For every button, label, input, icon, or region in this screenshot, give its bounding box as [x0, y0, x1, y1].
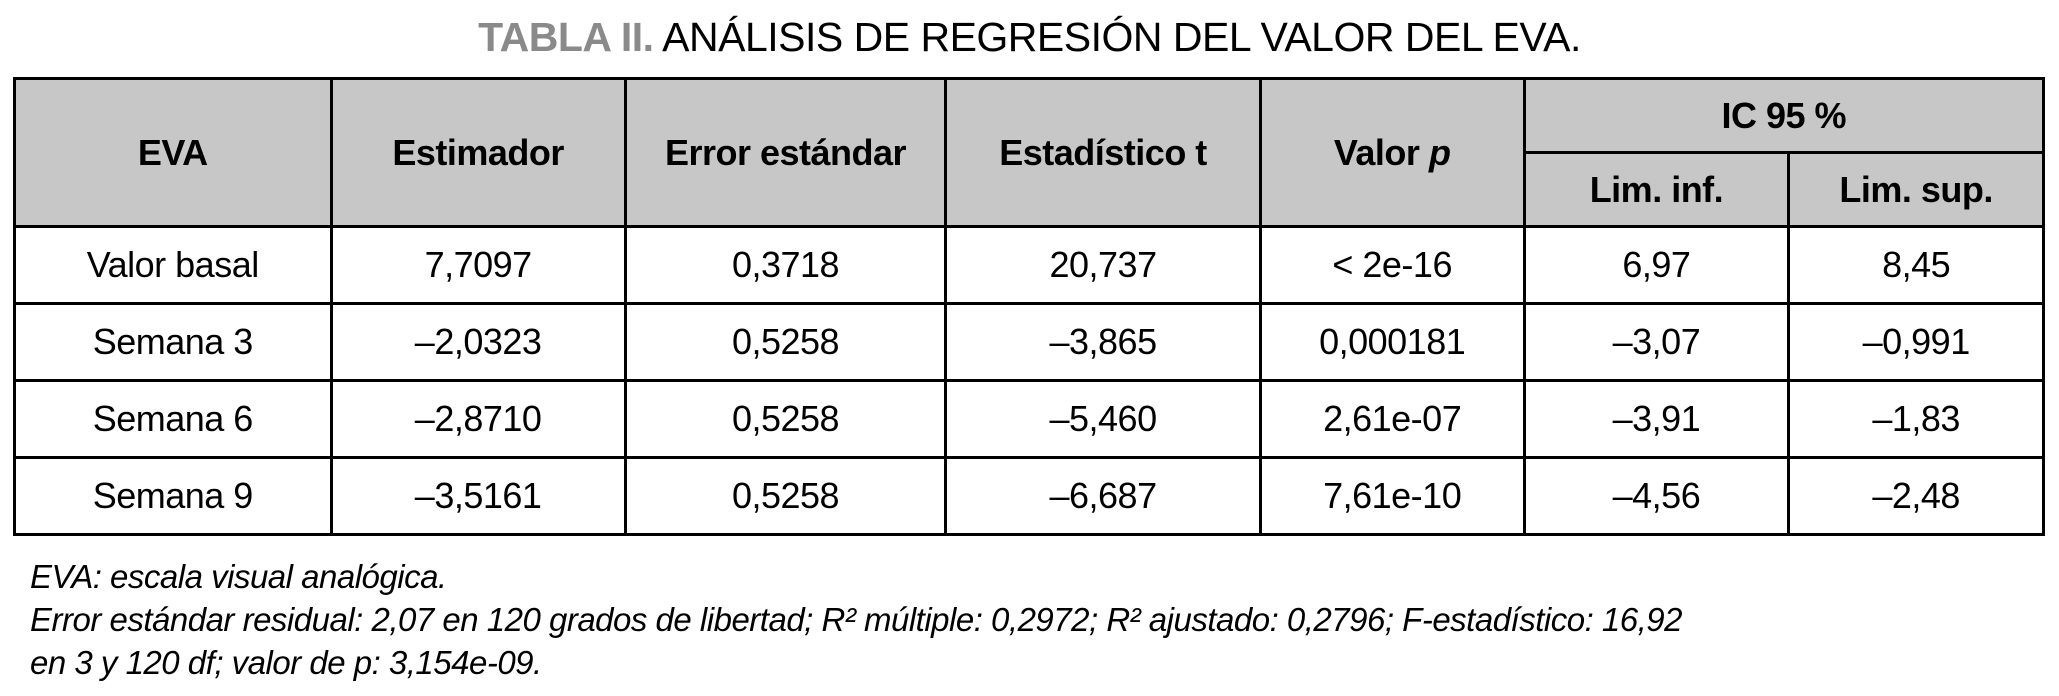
table-title-caption: ANÁLISIS DE REGRESIÓN DEL VALOR DEL EVA.: [653, 14, 1581, 60]
table-body: [15, 227, 2044, 535]
cell-lim-inf: –3,07: [1524, 304, 1789, 381]
cell-estadistico-t: –5,460: [946, 381, 1260, 458]
footnote-abbreviation: EVA: escala visual analógica.: [30, 558, 447, 595]
cell-label: Semana 3: [15, 304, 332, 381]
regression-table: [13, 77, 2045, 536]
header-row-1: [15, 79, 2044, 153]
cell-lim-sup: –2,48: [1789, 458, 2044, 535]
cell-lim-inf: 6,97: [1524, 227, 1789, 304]
column-header-estimador: Estimador: [331, 79, 625, 227]
cell-lim-sup: 8,45: [1789, 227, 2044, 304]
cell-valor-p: 0,000181: [1260, 304, 1524, 381]
cell-label: Valor basal: [15, 227, 332, 304]
cell-lim-inf: –3,91: [1524, 381, 1789, 458]
column-header-lim-sup: Lim. sup.: [1789, 153, 2044, 227]
column-header-eva: EVA: [15, 79, 332, 227]
cell-valor-p: 7,61e-10: [1260, 458, 1524, 535]
cell-label: Semana 6: [15, 381, 332, 458]
cell-label: Semana 9: [15, 458, 332, 535]
column-header-error-estandar: Error estándar: [625, 79, 946, 227]
column-header-valor-p: [1260, 79, 1524, 227]
valor-p-symbol: p: [1428, 131, 1451, 173]
table-header: [15, 79, 2044, 227]
table-title: [0, 0, 2059, 77]
column-header-estadistico-t: Estadístico t: [946, 79, 1260, 227]
table-row: [15, 227, 2044, 304]
cell-estadistico-t: –3,865: [946, 304, 1260, 381]
table-row: [15, 458, 2044, 535]
cell-estimador: –2,0323: [331, 304, 625, 381]
cell-error-estandar: 0,5258: [625, 458, 946, 535]
column-header-ic95: IC 95 %: [1524, 79, 2043, 153]
footnote-model-stats-1: Error estándar residual: 2,07 en 120 grados de libertad; R² múltiple: 0,2972; R² ajustado: 0,2796; F-estadístico: 16,92: [30, 600, 1682, 638]
table-title-label: TABLA II.: [478, 14, 654, 60]
table-row: [15, 304, 2044, 381]
footnote-model-stats-2: en 3 y 120 df; valor de p: 3,154e-09.: [30, 643, 542, 681]
cell-estimador: –2,8710: [331, 381, 625, 458]
cell-lim-sup: –1,83: [1789, 381, 2044, 458]
cell-estadistico-t: 20,737: [946, 227, 1260, 304]
cell-lim-inf: –4,56: [1524, 458, 1789, 535]
table-row: [15, 381, 2044, 458]
column-header-lim-inf: Lim. inf.: [1524, 153, 1789, 227]
cell-estadistico-t: –6,687: [946, 458, 1260, 535]
cell-error-estandar: 0,5258: [625, 304, 946, 381]
cell-error-estandar: 0,5258: [625, 381, 946, 458]
cell-estimador: 7,7097: [331, 227, 625, 304]
cell-valor-p: < 2e-16: [1260, 227, 1524, 304]
cell-lim-sup: –0,991: [1789, 304, 2044, 381]
cell-valor-p: 2,61e-07: [1260, 381, 1524, 458]
table-footnotes: [30, 556, 2059, 685]
cell-error-estandar: 0,3718: [625, 227, 946, 304]
cell-estimador: –3,5161: [331, 458, 625, 535]
valor-p-prefix: Valor: [1333, 131, 1429, 173]
